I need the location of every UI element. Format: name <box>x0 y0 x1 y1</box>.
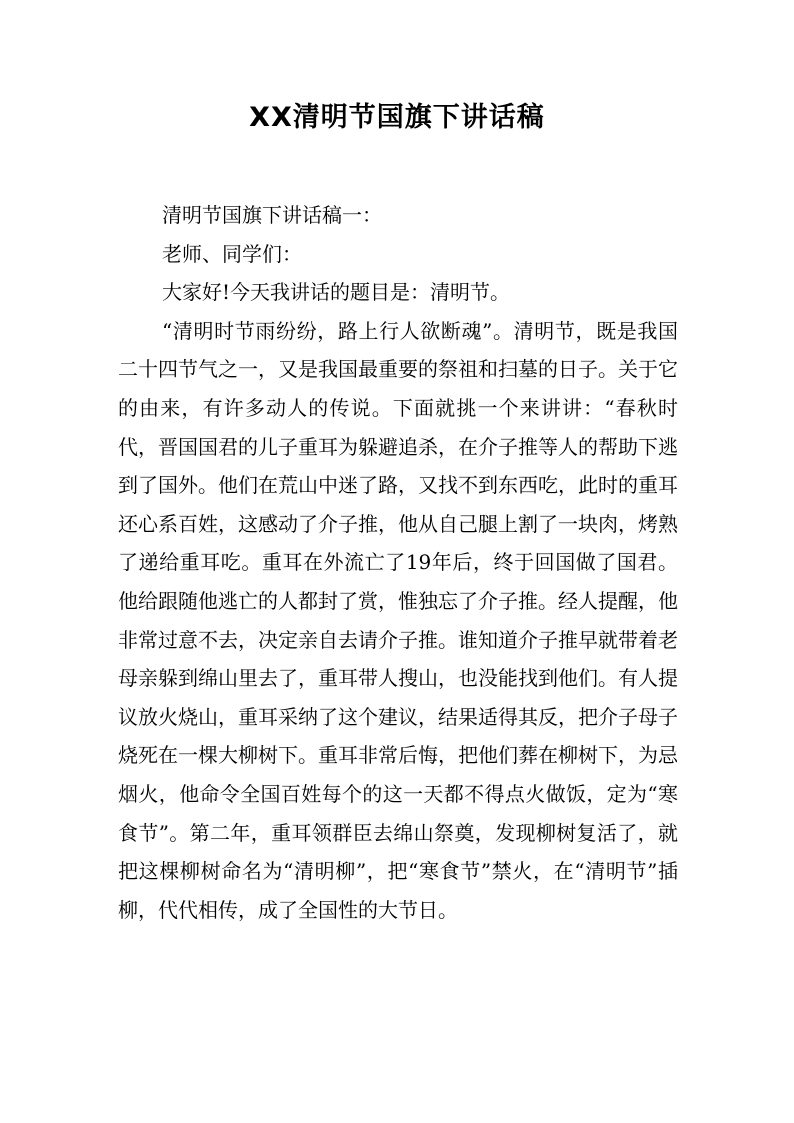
paragraph-salutation: 老师、同学们： <box>162 241 302 266</box>
document-title: XX清明节国旗下讲话稿 <box>249 102 545 133</box>
paragraph-greeting: 大家好!今天我讲话的题目是：清明节。 <box>162 280 511 305</box>
paragraph-heading: 清明节国旗下讲话稿一： <box>162 203 382 227</box>
document-body <box>118 196 678 929</box>
paragraph-story: “清明时节雨纷纷，路上行人欲断魂”。清明节，既是我国二十四节气之一，又是我国最重要的祭祖和扫墓的日子。关于它的由来，有许多动人的传说。下面就挑一个来讲讲：“春秋时代，晋国国君的儿子重耳为躲避追杀，在介子推等人的帮助下逃到了国外。他们在荒山中迷了路，又找不到东西吃，此时的重耳还心系百姓，这感动了介子推，他从自己腿上割了一块肉，烤熟了递给重耳吃。重耳在外流亡了19年后，终于回国做了国君。他给跟随他逃亡的人都封了赏，惟独忘了介子推。经人提醒，他非常过意不去，决定亲自去请介子推。谁知道介子推早就带着老母亲躲到绵山里去了，重耳带人搜山，也没能找到他们。有人提议放火烧山，重耳采纳了这个建议，结果适得其反，把介子母子烧死在一棵大柳树下。重耳非常后悔，把他们葬在柳树下，为忌烟火，他命令全国百姓每个的这一天都不得点火做饭，定为“寒食节”。第二年，重耳领群臣去绵山祭奠，发现柳树复活了，就把这棵柳树命名为“清明柳”，把“寒食节”禁火，在“清明节”插柳，代代相传，成了全国性的大节日。 <box>118 318 678 922</box>
